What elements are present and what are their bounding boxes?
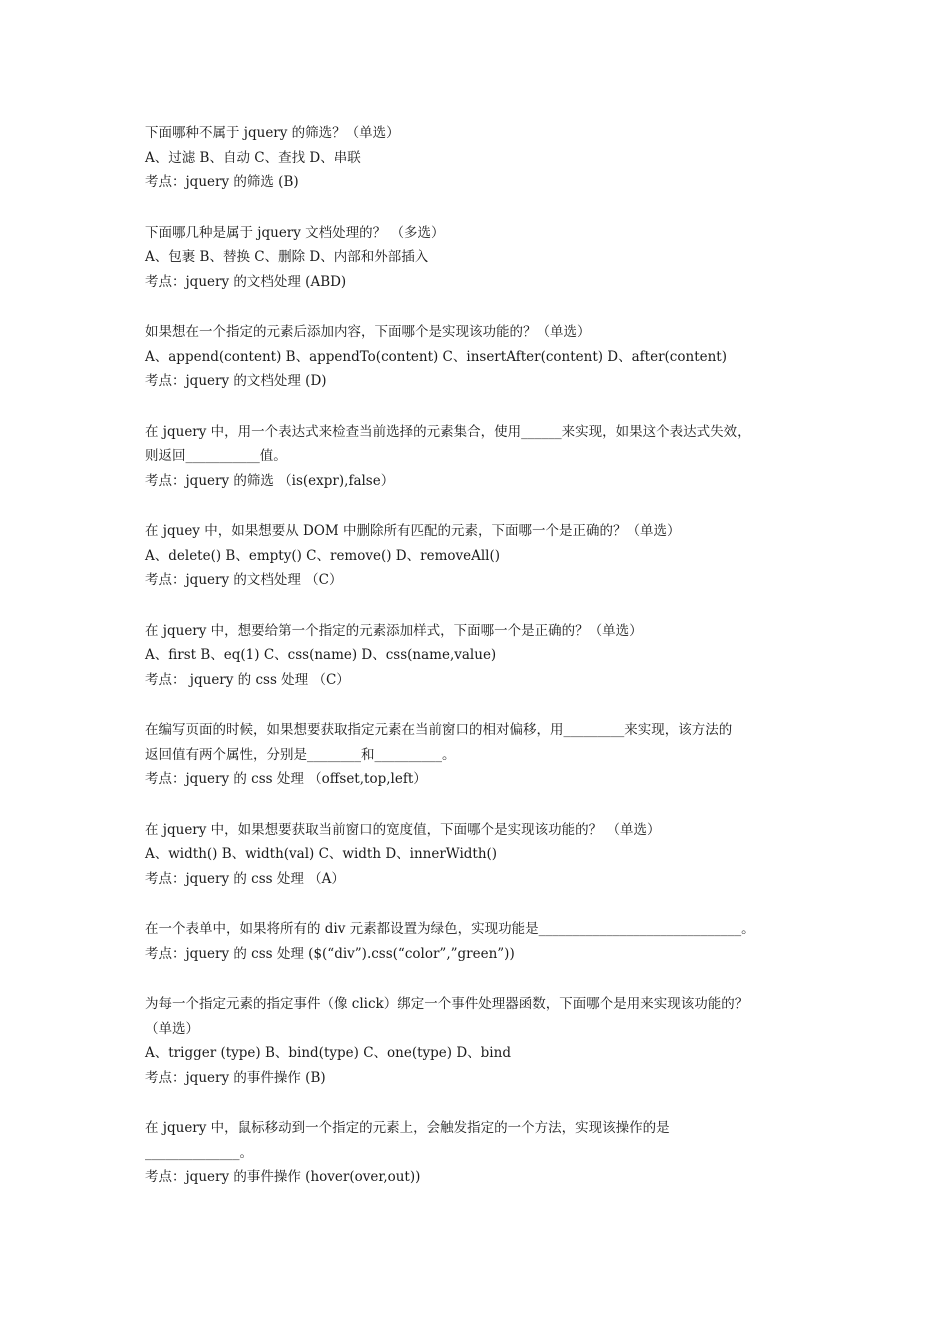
document-page	[145, 121, 815, 1216]
question-text: 在一个表单中，如果将所有的 div 元素都设置为绿色，实现功能是______________________________。	[145, 921, 755, 937]
answer-options: A、width() B、width(val) C、width D、innerWidth()	[145, 846, 498, 862]
question-block-1	[145, 121, 815, 195]
question-text: 在 jquery 中，用一个表达式来检查当前选择的元素集合，使用______来实现，如果这个表达式失效，	[145, 423, 751, 440]
question-text-continued: 返回值有两个属性，分别是________和__________。	[145, 746, 456, 763]
question-block-2	[145, 221, 815, 295]
question-block-6	[145, 619, 815, 693]
question-text: 在编写页面的时候，如果想要获取指定元素在当前窗口的相对偏移，用_________来实现，该方法的	[145, 722, 733, 738]
question-block-9	[145, 917, 815, 966]
question-text-continued: 则返回___________值。	[145, 448, 287, 464]
answer-options: A、过滤 B、自动 C、查找 D、串联	[145, 149, 361, 166]
question-block-5	[145, 519, 815, 593]
question-block-3	[145, 320, 815, 394]
key-point: 考点：jquery 的筛选 (B)	[145, 174, 299, 190]
key-point: 考点：jquery 的事件操作 (hover(over,out))	[145, 1169, 421, 1185]
question-block-7	[145, 718, 815, 792]
question-text-continued: ______________。	[145, 1144, 253, 1161]
key-point: 考点：jquery 的文档处理 (D)	[145, 373, 327, 389]
question-text: 在 jquery 中，想要给第一个指定的元素添加样式，下面哪一个是正确的？（单选）	[145, 622, 643, 639]
key-point: 考点：jquery 的筛选 （is(expr),false）	[145, 472, 395, 489]
question-text: 在 jquey 中，如果想要从 DOM 中删除所有匹配的元素，下面哪一个是正确的？（单选）	[145, 523, 681, 539]
answer-options: A、delete() B、empty() C、remove() D、removeAll()	[145, 547, 501, 564]
key-point: 考点： jquery 的 css 处理 （C）	[145, 671, 350, 688]
question-text: 在 jquery 中，鼠标移动到一个指定的元素上，会触发指定的一个方法，实现该操作的是	[145, 1120, 670, 1136]
question-text-continued: （单选）	[145, 1020, 199, 1037]
question-block-11	[145, 1116, 815, 1190]
key-point: 考点：jquery 的 css 处理 （offset,top,left）	[145, 771, 427, 787]
key-point: 考点：jquery 的 css 处理 （A）	[145, 870, 345, 887]
key-point: 考点：jquery 的文档处理 (ABD)	[145, 273, 347, 290]
question-block-10	[145, 992, 815, 1090]
answer-options: A、first B、eq(1) C、css(name) D、css(name,value)	[145, 647, 497, 663]
key-point: 考点：jquery 的 css 处理 ($(“div”).css(“color”,”green”))	[145, 945, 515, 962]
key-point: 考点：jquery 的事件操作 (B)	[145, 1069, 326, 1086]
question-text: 为每一个指定元素的指定事件（像 click）绑定一个事件处理器函数，下面哪个是用来实现该功能的？	[145, 996, 749, 1012]
question-text: 下面哪几种是属于 jquery 文档处理的？ （多选）	[145, 224, 445, 241]
answer-options: A、append(content) B、appendTo(content) C、insertAfter(content) D、after(content)	[145, 348, 727, 365]
question-text: 如果想在一个指定的元素后添加内容，下面哪个是实现该功能的？（单选）	[145, 324, 591, 340]
answer-options: A、trigger (type) B、bind(type) C、one(type) D、bind	[145, 1045, 511, 1061]
question-block-4	[145, 420, 815, 494]
answer-options: A、包裹 B、替换 C、删除 D、内部和外部插入	[145, 249, 429, 265]
question-text: 下面哪种不属于 jquery 的筛选？（单选）	[145, 125, 400, 141]
question-text: 在 jquery 中，如果想要获取当前窗口的宽度值，下面哪个是实现该功能的？ （单选）	[145, 821, 661, 838]
key-point: 考点：jquery 的文档处理 （C）	[145, 572, 343, 588]
question-block-8	[145, 818, 815, 892]
